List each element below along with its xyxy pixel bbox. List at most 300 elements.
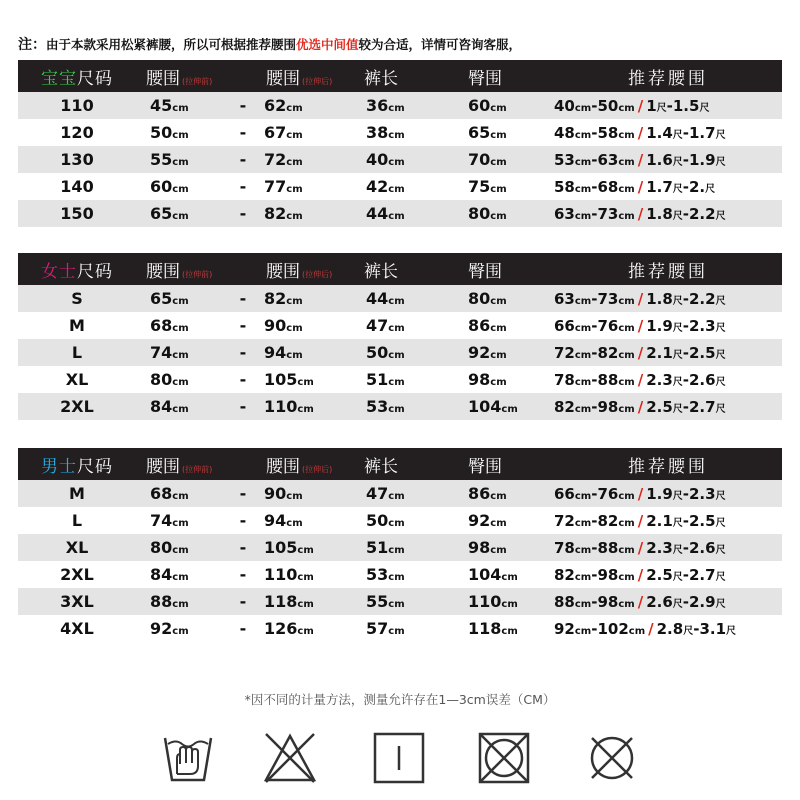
range-dash: - [239, 150, 247, 169]
unit-cm: cm [388, 518, 405, 529]
unit-cm: cm [628, 625, 646, 637]
waist-before-value: 50 [150, 123, 173, 142]
waist-before-note: (拉伸前) [182, 76, 213, 86]
unit-chi: 尺 [672, 129, 683, 141]
length-value: 51 [366, 370, 389, 389]
hip-cell [450, 146, 554, 173]
waist-before-cell [136, 312, 226, 339]
table-row [18, 588, 782, 615]
rec-chi-max: 2.3 [689, 316, 716, 335]
rec-cm-max: 88 [597, 370, 619, 389]
rec-chi-min: 1.8 [646, 289, 673, 308]
unit-cm: cm [574, 183, 592, 195]
hip-value: 92 [468, 343, 491, 362]
unit-cm: cm [388, 296, 405, 307]
hip-cell [450, 312, 554, 339]
recommend-cell [554, 534, 782, 561]
size-header-label: 尺码 [77, 261, 113, 282]
rec-cm-max: 73 [597, 289, 619, 308]
header-waist-after [260, 60, 346, 92]
size-cell [18, 366, 136, 393]
range-dash: - [591, 289, 598, 308]
rec-cm-max: 82 [597, 511, 619, 530]
unit-chi: 尺 [715, 571, 726, 583]
range-dash: - [591, 96, 598, 115]
size-value: M [69, 484, 85, 503]
range-dash: - [682, 511, 689, 530]
unit-chi: 尺 [672, 183, 683, 195]
waist-before-value: 80 [150, 538, 173, 557]
header-spacer [226, 448, 260, 480]
length-value: 44 [366, 289, 389, 308]
range-dash: - [239, 177, 247, 196]
range-dash: - [591, 370, 598, 389]
length-value: 42 [366, 177, 389, 196]
waist-after-cell [260, 92, 346, 119]
recommend-cell [554, 507, 782, 534]
hip-value: 65 [468, 123, 491, 142]
rec-cm-max: 58 [597, 123, 619, 142]
rec-chi-min: 2.5 [646, 565, 673, 584]
rec-cm-max: 82 [597, 343, 619, 362]
unit-cm: cm [490, 377, 507, 388]
header-recommend [554, 448, 782, 480]
unit-cm: cm [574, 156, 592, 168]
size-value: XL [65, 538, 89, 557]
note-text-before: 由于本款采用松紧裤腰，所以可根据推荐腰围 [46, 37, 297, 52]
unit-cm: cm [297, 404, 314, 415]
range-dash: - [666, 96, 673, 115]
length-header-label: 裤长 [364, 68, 398, 89]
waist-after-cell [260, 534, 346, 561]
range-dash: - [682, 343, 689, 362]
rec-chi-max: 1.9 [689, 150, 716, 169]
rec-separator: / [637, 538, 644, 557]
waist-after-cell [260, 507, 346, 534]
unit-cm: cm [388, 350, 405, 361]
range-dash: - [591, 484, 598, 503]
unit-chi: 尺 [672, 376, 683, 388]
length-cell [346, 366, 450, 393]
waist-before-cell [136, 534, 226, 561]
table-row [18, 480, 782, 507]
length-value: 36 [366, 96, 389, 115]
length-value: 53 [366, 565, 389, 584]
unit-cm: cm [388, 599, 405, 610]
hip-header-label: 臀围 [468, 261, 502, 282]
header-length [346, 448, 450, 480]
size-cell [18, 173, 136, 200]
unit-cm: cm [172, 599, 189, 610]
length-cell [346, 588, 450, 615]
length-value: 47 [366, 316, 389, 335]
waist-after-cell [260, 366, 346, 393]
hip-value: 75 [468, 177, 491, 196]
size-header-label: 尺码 [77, 456, 113, 477]
rec-cm-min: 40 [554, 96, 575, 115]
recommend-cell [554, 200, 782, 227]
unit-cm: cm [574, 376, 592, 388]
waist-before-cell [136, 507, 226, 534]
rec-separator: / [648, 619, 654, 638]
unit-cm: cm [388, 626, 405, 637]
waist-before-value: 45 [150, 96, 173, 115]
size-cell [18, 588, 136, 615]
recommend-cell [554, 480, 782, 507]
size-value: L [71, 343, 83, 362]
waist-after-value: 67 [264, 123, 287, 142]
waist-before-value: 65 [150, 289, 173, 308]
rec-cm-max: 98 [597, 397, 619, 416]
rec-cm-min: 72 [554, 511, 575, 530]
size-value: 130 [60, 150, 94, 169]
unit-cm: cm [286, 130, 303, 141]
rec-chi-max: 2.7 [689, 397, 716, 416]
range-dash: - [239, 289, 247, 308]
hand-wash-icon [162, 730, 214, 786]
range-dash: - [239, 397, 247, 416]
rec-cm-min: 88 [554, 592, 575, 611]
waist-after-note: (拉伸后) [302, 76, 333, 86]
range-dash: - [591, 204, 598, 223]
unit-cm: cm [286, 296, 303, 307]
recommend-cell [554, 561, 782, 588]
rec-chi-max: 3.1 [699, 619, 727, 638]
rec-chi-max: 1.7 [689, 123, 716, 142]
header-hip [450, 253, 554, 285]
waist-after-value: 110 [264, 397, 298, 416]
rec-separator: / [637, 123, 644, 142]
waist-before-cell [136, 615, 226, 642]
waist-before-value: 74 [150, 343, 173, 362]
waist-after-value: 62 [264, 96, 287, 115]
rec-separator: / [637, 316, 644, 335]
unit-chi: 尺 [699, 102, 710, 114]
unit-cm: cm [286, 103, 303, 114]
unit-chi: 尺 [715, 403, 726, 415]
unit-chi: 尺 [715, 210, 726, 222]
length-cell [346, 92, 450, 119]
header-recommend [554, 253, 782, 285]
rec-separator: / [637, 96, 644, 115]
waist-after-cell [260, 200, 346, 227]
unit-cm: cm [172, 404, 189, 415]
unit-cm: cm [490, 296, 507, 307]
unit-cm: cm [618, 295, 635, 307]
length-cell [346, 173, 450, 200]
size-value: 2XL [60, 397, 94, 416]
rec-separator: / [637, 565, 644, 584]
hip-value: 104 [468, 565, 502, 584]
unit-cm: cm [501, 404, 518, 415]
unit-cm: cm [388, 404, 405, 415]
note-lead: 注： [18, 37, 46, 53]
unit-cm: cm [574, 349, 592, 361]
length-cell [346, 200, 450, 227]
unit-cm: cm [618, 156, 635, 168]
waist-before-cell [136, 285, 226, 312]
range-dash: - [591, 123, 598, 142]
hip-value: 70 [468, 150, 491, 169]
range-dash: - [682, 484, 689, 503]
unit-chi: 尺 [683, 625, 694, 637]
header-category [18, 448, 136, 480]
unit-cm: cm [618, 544, 635, 556]
waist-after-value: 82 [264, 289, 287, 308]
unit-cm: cm [574, 625, 592, 637]
rec-cm-min: 78 [554, 538, 575, 557]
size-cell [18, 534, 136, 561]
waist-after-cell [260, 588, 346, 615]
recommend-header-label: 推荐腰围 [628, 261, 708, 282]
hip-value: 110 [468, 592, 502, 611]
unit-cm: cm [388, 545, 405, 556]
header-length [346, 60, 450, 92]
unit-cm: cm [574, 403, 592, 415]
rec-cm-min: 78 [554, 370, 575, 389]
unit-cm: cm [297, 377, 314, 388]
hip-value: 80 [468, 204, 491, 223]
unit-chi: 尺 [672, 544, 683, 556]
table-row [18, 200, 782, 227]
care-icons [0, 730, 800, 794]
category-label: 男士 [41, 456, 77, 477]
length-value: 44 [366, 204, 389, 223]
size-cell [18, 146, 136, 173]
waist-after-cell [260, 615, 346, 642]
range-dash: - [239, 592, 247, 611]
range-dash: - [239, 96, 247, 115]
rec-chi-min: 2.3 [646, 370, 673, 389]
unit-chi: 尺 [726, 625, 737, 637]
waist-before-cell [136, 480, 226, 507]
size-value: 3XL [60, 592, 94, 611]
header-recommend [554, 60, 782, 92]
hip-cell [450, 285, 554, 312]
size-value: 140 [60, 177, 94, 196]
waist-before-value: 55 [150, 150, 173, 169]
unit-cm: cm [172, 491, 189, 502]
waist-before-cell [136, 339, 226, 366]
unit-cm: cm [172, 184, 189, 195]
unit-cm: cm [172, 626, 189, 637]
recommend-cell [554, 393, 782, 420]
rec-chi-min: 1.9 [646, 316, 673, 335]
length-value: 51 [366, 538, 389, 557]
size-value: 120 [60, 123, 94, 142]
unit-cm: cm [297, 545, 314, 556]
unit-cm: cm [388, 184, 405, 195]
waist-before-cell [136, 588, 226, 615]
unit-cm: cm [574, 129, 592, 141]
category-label: 宝宝 [41, 68, 77, 89]
hip-value: 98 [468, 538, 491, 557]
range-dash: - [239, 484, 247, 503]
table-row [18, 615, 782, 642]
rec-chi-max: 2.9 [689, 592, 716, 611]
header-spacer [226, 60, 260, 92]
unit-cm: cm [618, 210, 635, 222]
unit-cm: cm [388, 323, 405, 334]
size-value: 2XL [60, 565, 94, 584]
unit-cm: cm [286, 211, 303, 222]
unit-cm: cm [574, 322, 592, 334]
length-cell [346, 119, 450, 146]
hip-cell [450, 119, 554, 146]
rec-separator: / [637, 592, 644, 611]
unit-cm: cm [490, 211, 507, 222]
recommend-cell [554, 312, 782, 339]
recommend-cell [554, 339, 782, 366]
rec-chi-max: 2. [689, 177, 706, 196]
unit-cm: cm [172, 157, 189, 168]
size-value: XL [65, 370, 89, 389]
size-cell [18, 339, 136, 366]
unit-cm: cm [172, 518, 189, 529]
range-dash: - [591, 619, 598, 638]
range-dash-cell [226, 339, 260, 366]
hip-value: 60 [468, 96, 491, 115]
hip-cell [450, 173, 554, 200]
range-dash: - [591, 538, 598, 557]
rec-chi-max: 2.5 [689, 343, 716, 362]
range-dash-cell [226, 615, 260, 642]
rec-cm-max: 76 [597, 316, 619, 335]
unit-cm: cm [501, 572, 518, 583]
rec-cm-min: 92 [554, 619, 575, 638]
line-dry-icon [372, 730, 426, 786]
range-dash: - [591, 592, 598, 611]
rec-cm-max: 63 [597, 150, 619, 169]
size-table [18, 448, 782, 642]
length-header-label: 裤长 [364, 456, 398, 477]
rec-chi-min: 1 [646, 96, 657, 115]
length-header-label: 裤长 [364, 261, 398, 282]
do-not-bleach-icon [262, 730, 318, 786]
size-value: 150 [60, 204, 94, 223]
range-dash: - [591, 511, 598, 530]
rec-chi-max: 2.2 [689, 289, 716, 308]
rec-chi-max: 2.6 [689, 538, 716, 557]
length-cell [346, 534, 450, 561]
waist-after-value: 105 [264, 538, 298, 557]
waist-before-cell [136, 173, 226, 200]
range-dash: - [682, 316, 689, 335]
waist-before-note: (拉伸前) [182, 269, 213, 279]
size-cell [18, 285, 136, 312]
length-cell [346, 146, 450, 173]
range-dash-cell [226, 393, 260, 420]
rec-cm-min: 63 [554, 289, 575, 308]
waist-header-label: 腰围 [266, 261, 300, 282]
rec-cm-max: 98 [597, 592, 619, 611]
waist-before-cell [136, 146, 226, 173]
rec-separator: / [637, 289, 644, 308]
unit-cm: cm [618, 376, 635, 388]
recommend-cell [554, 146, 782, 173]
unit-cm: cm [618, 349, 635, 361]
size-cell [18, 92, 136, 119]
waist-after-value: 94 [264, 511, 287, 530]
waist-after-cell [260, 480, 346, 507]
unit-chi: 尺 [705, 183, 716, 195]
unit-chi: 尺 [672, 571, 683, 583]
hip-cell [450, 92, 554, 119]
table-row [18, 285, 782, 312]
header-waist-after [260, 253, 346, 285]
waist-header-label: 腰围 [146, 261, 180, 282]
waist-before-note: (拉伸前) [182, 464, 213, 474]
header-waist-before [136, 448, 226, 480]
size-cell [18, 312, 136, 339]
length-cell [346, 507, 450, 534]
unit-cm: cm [172, 572, 189, 583]
rec-chi-min: 2.1 [646, 343, 673, 362]
unit-chi: 尺 [715, 295, 726, 307]
unit-cm: cm [172, 103, 189, 114]
rec-chi-max: 2.2 [689, 204, 716, 223]
waist-before-value: 88 [150, 592, 173, 611]
waist-header-label: 腰围 [146, 456, 180, 477]
recommend-header-label: 推荐腰围 [628, 456, 708, 477]
measurement-note: *因不同的计量方法，测量允许存在1—3cm误差（CM） [244, 692, 556, 707]
range-dash: - [591, 177, 598, 196]
waist-after-value: 118 [264, 592, 298, 611]
unit-chi: 尺 [672, 210, 683, 222]
range-dash-cell [226, 534, 260, 561]
length-value: 57 [366, 619, 389, 638]
range-dash: - [682, 538, 689, 557]
waist-before-value: 92 [150, 619, 173, 638]
hip-cell [450, 507, 554, 534]
size-header-label: 尺码 [77, 68, 113, 89]
range-dash: - [239, 565, 247, 584]
size-value: M [69, 316, 85, 335]
waist-header-label: 腰围 [266, 456, 300, 477]
table-header [18, 60, 782, 92]
range-dash-cell [226, 507, 260, 534]
rec-chi-min: 1.4 [646, 123, 673, 142]
range-dash: - [682, 177, 689, 196]
waist-before-value: 84 [150, 565, 173, 584]
unit-cm: cm [286, 157, 303, 168]
rec-cm-min: 58 [554, 177, 575, 196]
range-dash-cell [226, 200, 260, 227]
hip-value: 104 [468, 397, 502, 416]
unit-chi: 尺 [672, 598, 683, 610]
unit-cm: cm [388, 491, 405, 502]
header-waist-after [260, 448, 346, 480]
waist-after-cell [260, 393, 346, 420]
waist-after-cell [260, 119, 346, 146]
range-dash-cell [226, 561, 260, 588]
waist-before-value: 74 [150, 511, 173, 530]
unit-chi: 尺 [672, 517, 683, 529]
unit-chi: 尺 [715, 129, 726, 141]
unit-cm: cm [172, 211, 189, 222]
unit-cm: cm [501, 599, 518, 610]
waist-after-value: 90 [264, 316, 287, 335]
range-dash-cell [226, 119, 260, 146]
range-dash: - [591, 343, 598, 362]
rec-cm-min: 82 [554, 397, 575, 416]
hip-value: 86 [468, 484, 491, 503]
waist-before-value: 80 [150, 370, 173, 389]
unit-cm: cm [172, 323, 189, 334]
length-value: 55 [366, 592, 389, 611]
unit-cm: cm [618, 598, 635, 610]
unit-chi: 尺 [715, 156, 726, 168]
